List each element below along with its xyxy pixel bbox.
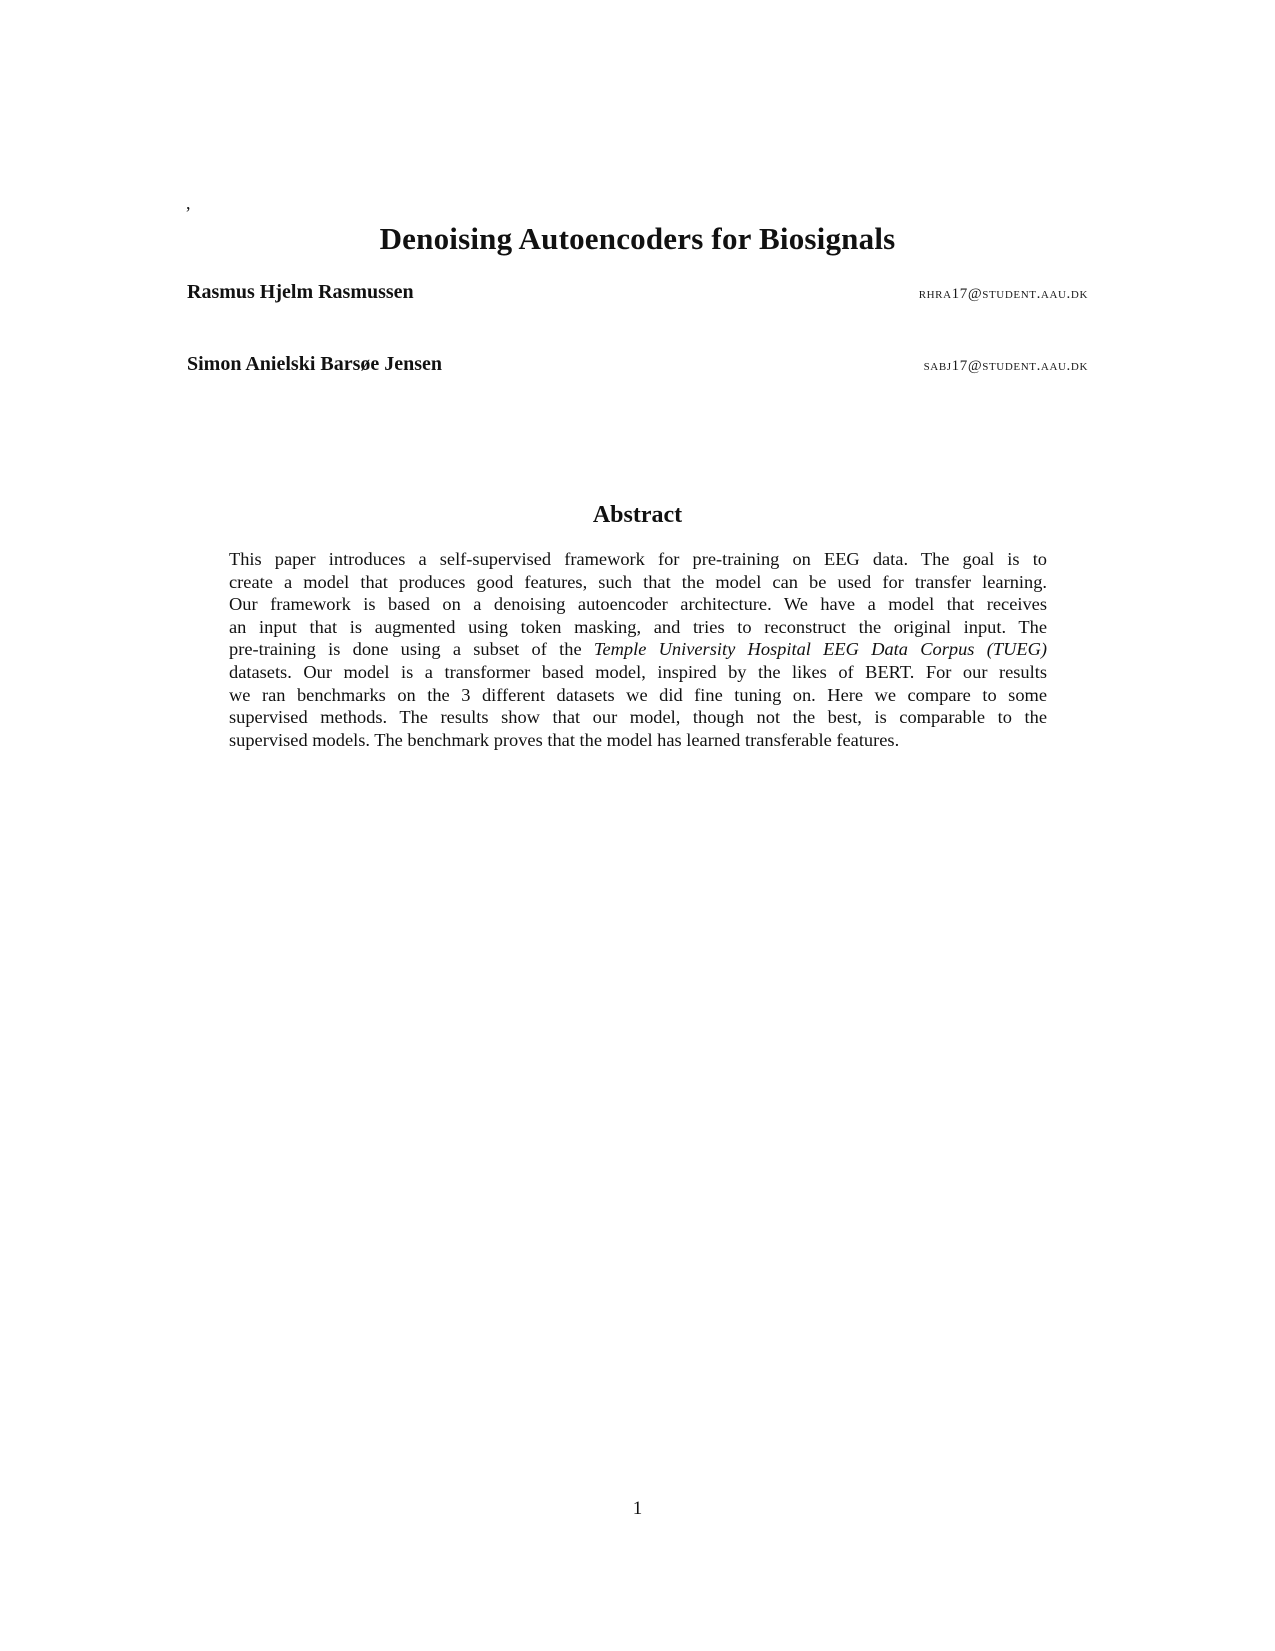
abstract-text: supervised methods. The results show that our model, though not the best, is comparable to the [229,707,1047,728]
abstract-heading: Abstract [592,502,683,528]
author-block-2 [187,352,1088,378]
abstract-line [229,706,1047,729]
author-block-1 [187,280,1088,306]
abstract-text: create a model that produces good features, such that the model can be used for transfer learning. [229,571,1047,592]
author-email: rhra17@student.aau.dk [918,286,1088,302]
abstract-text: we ran benchmarks on the 3 different datasets we did fine tuning on. Here we compare to some [229,684,1047,705]
author-email: sabj17@student.aau.dk [923,358,1088,374]
abstract-line [229,729,1047,752]
abstract-line [229,548,1047,571]
abstract-line [229,571,1047,594]
abstract-line [229,616,1047,639]
abstract-text: datasets. Our model is a transformer based model, inspired by the likes of BERT. For our results [229,661,1047,682]
abstract-text: Our framework is based on a denoising autoencoder architecture. We have a model that receives [229,594,1047,615]
abstract-line [229,638,1047,661]
abstract-line [229,593,1047,616]
abstract-line [229,684,1047,707]
abstract-text: pre-training is done using a subset of the [229,639,594,660]
abstract-text: supervised models. The benchmark proves that the model has learned transferable features. [229,729,900,750]
page-number: 1 [632,1498,643,1519]
paper-title: Denoising Autoencoders for Biosignals [379,221,896,256]
abstract-text: an input that is augmented using token masking, and tries to reconstruct the original input. The [229,616,1047,637]
dataset-name-italic: Temple University Hospital EEG Data Corpus (TUEG) [593,639,1048,660]
stray-comma-mark: , [186,193,191,213]
author-name: Rasmus Hjelm Rasmussen [187,281,414,303]
abstract-line [229,661,1047,684]
abstract-body [229,548,1047,751]
abstract-text: This paper introduces a self-supervised framework for pre-training on EEG data. The goal is to [229,549,1047,569]
author-name: Simon Anielski Barsøe Jensen [187,353,443,375]
